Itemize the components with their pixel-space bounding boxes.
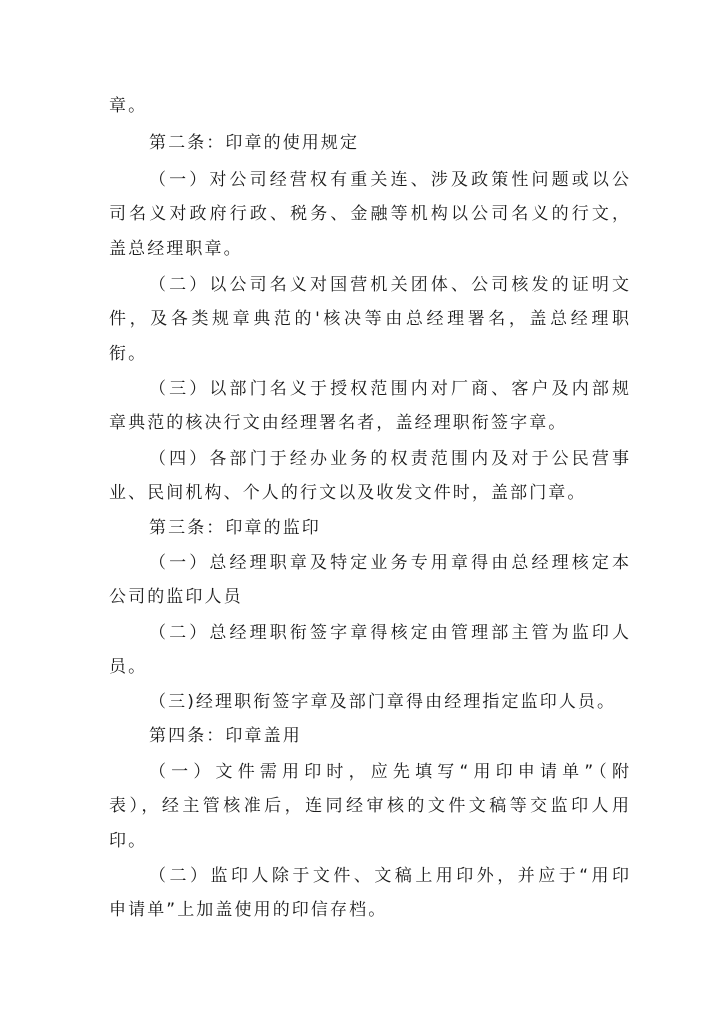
text-line: （二）监印人除于文件、文稿上用印外，并应于“用印 [149,866,629,886]
text-line: （二）以公司名义对国营机关团体、公司核发的证明文 [149,275,629,295]
text-line: （三）以部门名义于授权范围内对厂商、客户及内部规 [149,379,629,399]
text-line: 衔。 [109,344,148,364]
text-line: （四）各部门于经办业务的权责范围内及对于公民营事 [149,449,629,469]
text-line: （一）总经理职章及特定业务专用章得由总经理核定本 [149,553,629,573]
text-line: 业、民间机构、个人的行文以及收发文件时，盖部门章。 [109,483,587,503]
text-line: 公司的监印人员 [109,587,243,607]
text-line: 盖总经理职章。 [109,239,243,259]
text-line: 印。 [109,831,148,851]
text-line: 件，及各类规章典范的'核决等由总经理署名，盖总经理职 [109,309,629,329]
text-line: 司名义对政府行政、税务、金融等机构以公司名义的行文， [109,204,629,224]
text-line: 章典范的核决行文由经理署名者，盖经理职衔签字章。 [109,413,568,433]
text-line: （一）文件需用印时，应先填写“用印申请单”（附 [149,762,629,782]
text-line: 表），经主管核准后，连同经审核的文件文稿等交监印人用 [109,796,629,816]
section-heading: 第四条：印章盖用 [149,726,302,746]
text-line: 申请单”上加盖使用的印信存档。 [109,900,388,920]
section-heading: 第二条：印章的使用规定 [149,133,360,153]
text-line: （三)经理职衔签字章及部门章得由经理指定监印人员。 [149,692,617,712]
text-line: 员。 [109,657,148,677]
text-line: （二）总经理职衔签字章得核定由管理部主管为监印人 [149,623,629,643]
text-line: （一）对公司经营权有重关连、涉及政策性问题或以公 [149,170,629,190]
text-line: 章。 [109,96,148,116]
section-heading: 第三条：印章的监印 [149,518,321,538]
